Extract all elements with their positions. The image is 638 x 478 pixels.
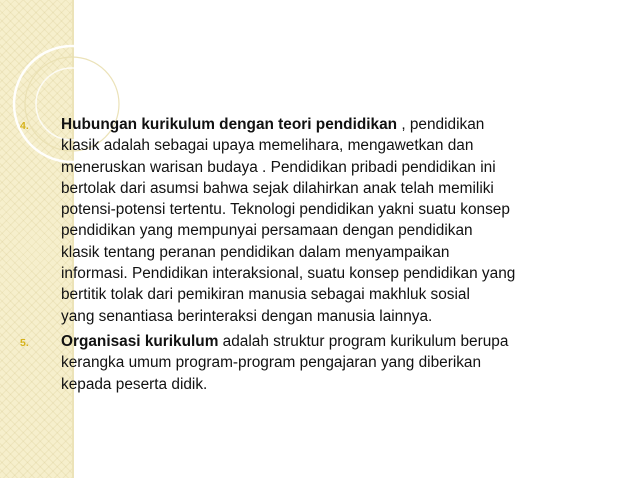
text-line: bertitik tolak dari pemikiran manusia sebagai makhluk sosial xyxy=(61,286,470,304)
bold-term: Hubungan kurikulum dengan teori pendidikan xyxy=(61,116,398,133)
text-line: meneruskan warisan budaya . Pendidikan pribadi pendidikan ini xyxy=(61,158,496,176)
text-line: Hubungan kurikulum dengan teori pendidikan , pendidikan xyxy=(61,116,485,133)
text-line: kepada peserta didik. xyxy=(61,375,208,393)
item-paragraph xyxy=(61,331,620,395)
text-line: informasi. Pendidikan interaksional, suatu konsep pendidikan yang xyxy=(61,265,516,283)
text-line: klasik tentang peranan pendidikan dalam menyampaikan xyxy=(61,243,450,261)
list-item-4 xyxy=(20,114,620,327)
list-item-5 xyxy=(20,331,620,395)
item-paragraph xyxy=(61,114,620,327)
text-line: klasik adalah sebagai upaya memelihara, mengawetkan dan xyxy=(61,137,474,155)
slide-body xyxy=(20,114,620,395)
text-line: yang senantiasa berinteraksi dengan manusia lainnya. xyxy=(61,307,433,325)
bold-term: Organisasi kurikulum xyxy=(61,332,219,350)
text-line: bertolak dari asumsi bahwa sejak dilahirkan anak telah memiliki xyxy=(61,179,494,197)
item-number: 4. xyxy=(20,120,29,132)
text-line: Organisasi kurikulum adalah struktur program kurikulum berupa xyxy=(61,332,509,350)
text-line: kerangka umum program-program pengajaran yang diberikan xyxy=(61,354,482,372)
item-number: 5. xyxy=(20,336,29,349)
text-line: pendidikan yang mempunyai persamaan dengan pendidikan xyxy=(61,222,473,240)
text-line: potensi-potensi tertentu. Teknologi pendidikan yakni suatu konsep xyxy=(61,201,510,219)
